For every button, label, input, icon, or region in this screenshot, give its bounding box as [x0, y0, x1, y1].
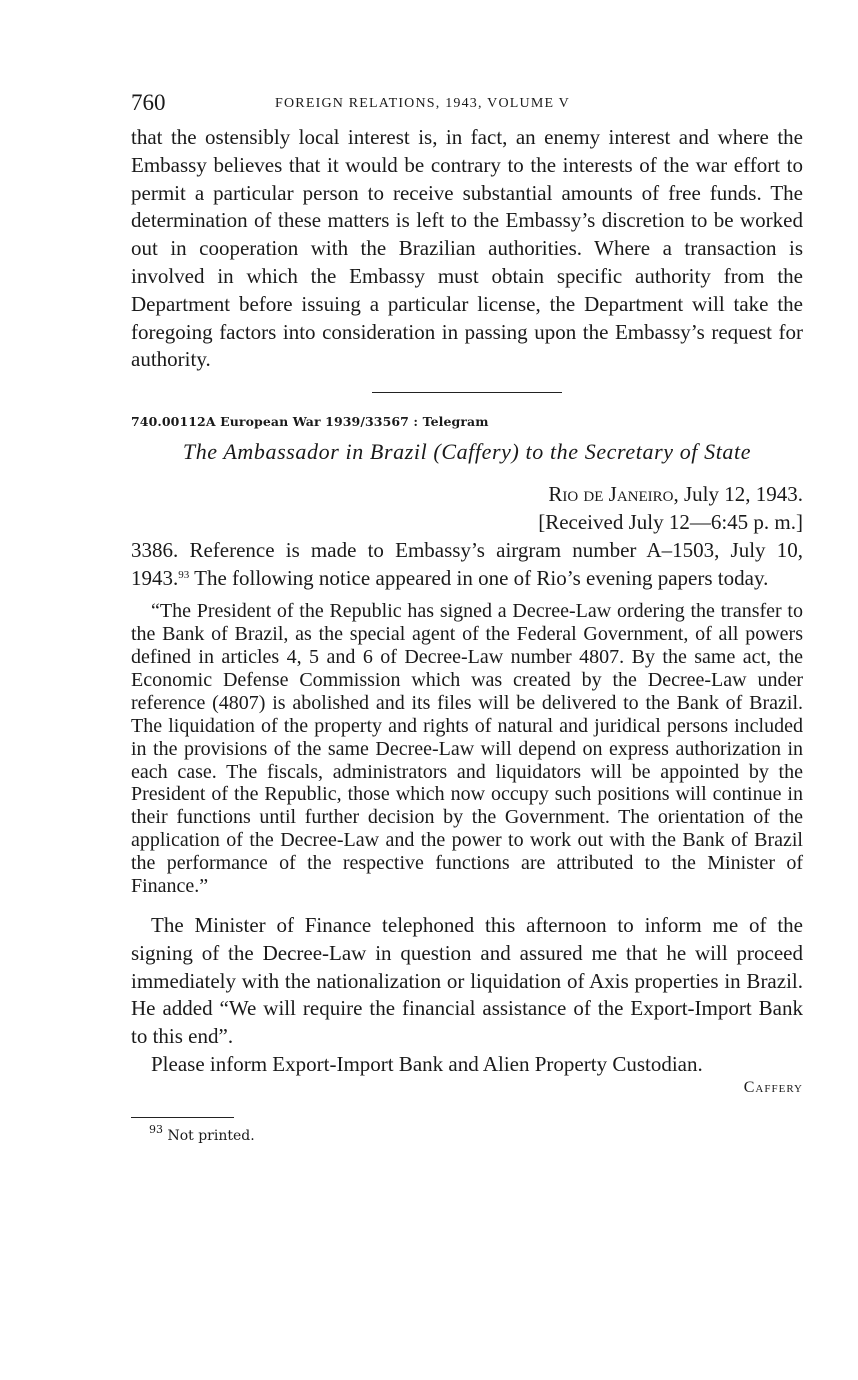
received-line: [Received July 12—6:45 p. m.] — [538, 509, 803, 534]
section-divider — [372, 392, 562, 393]
document-page — [131, 88, 803, 1144]
closing-paragraph: The Minister of Finance telephoned this afternoon to inform me of the signing of the Decree-Law in question and assured me that he will proceed immediately with the nationalization or liquidation of Axis properties in Brazil. He added “We will require the financial assistance of the Export-Import Bank to this end”. — [131, 912, 803, 1049]
quoted-notice: “The President of the Republic has signed a Decree-Law ordering the transfer to the Bank of Brazil, as the special agent of the Federal Government, of all powers defined in articles 4, 5 and 6 of Decree-Law number 4807. By the same act, the Economic Defense Commission which was created by the Decree-Law under reference (4807) is abolished and its files will be delivered to the Bank of Brazil. The liquidation of the property and rights of natural and juridical persons included in the provisions of the same Decree-Law will depend on express authorization in each case. The fiscals, administrators and liquidators will be appointed by the President of the Republic, those which now occupy such positions will continue in their functions until further decision by the Government. The orientation of the application of the Decree-Law and the power to work out with the Bank of Brazil the performance of the respective functions are attributed to the Minister of Finance.” — [131, 600, 803, 898]
continuation-paragraph: that the ostensibly local interest is, in fact, an enemy interest and where the Embassy believes that it would be contrary to the interests of the war effort to permit a particular person to receive substantial amounts of free funds. The determination of these matters is left to the Embassy’s discretion to be worked out in cooperation with the Brazilian authorities. Where a transaction is involved in which the Embassy must obtain specific authority from the Department before issuing a particular license, the Department will take the foregoing factors into consideration in passing upon the Embassy’s request for authority. — [131, 125, 803, 372]
telegram-intro — [131, 537, 803, 592]
dateline — [131, 481, 803, 536]
file-reference: 740.00112A European War 1939/33567 : Telegram — [131, 414, 489, 430]
footnote-marker: 93 — [149, 1122, 163, 1136]
request-line: Please inform Export-Import Bank and Alien Property Custodian. — [151, 1051, 703, 1076]
footnote-divider — [131, 1117, 234, 1118]
document-heading: The Ambassador in Brazil (Caffery) to the Secretary of State — [182, 439, 752, 465]
intro-text: 3386. Reference is made to Embassy’s airgram number A–1503, July 10, 1943. — [131, 538, 803, 590]
signature: Caffery — [743, 1078, 803, 1096]
place: Rio de Janeiro — [548, 482, 674, 507]
page-number: 760 — [131, 90, 166, 115]
place-date — [131, 481, 803, 509]
running-head — [131, 88, 803, 124]
footnote — [149, 1122, 803, 1144]
footnote-text: Not printed. — [163, 1127, 255, 1144]
date: , July 12, 1943. — [673, 482, 803, 507]
footnote-reference: 93 — [178, 568, 190, 581]
running-title: FOREIGN RELATIONS, 1943, VOLUME V — [275, 96, 570, 111]
intro-continuation: The following notice appeared in one of Rio’s evening papers today. — [189, 565, 769, 590]
